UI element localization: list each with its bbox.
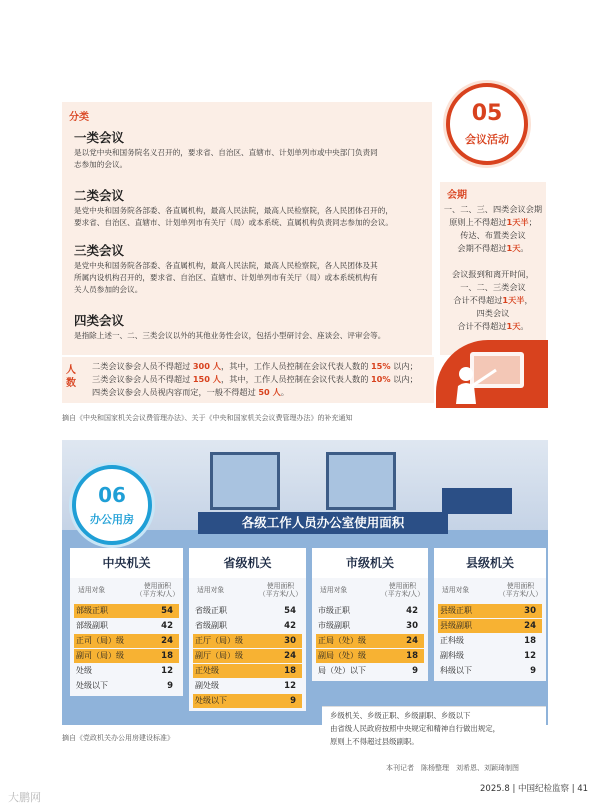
window-illustration [210, 452, 280, 510]
attendee-text: 以内； [390, 374, 418, 384]
period-post: ， [524, 295, 533, 305]
row-label: 副局（处）级 [318, 651, 366, 660]
category-description: 所属内设机构召开的，要求省、自治区、直辖市、计划单列市有关厅（局）或本系统机构有 [74, 273, 378, 282]
attendee-text: 150 人 [192, 374, 221, 384]
note-line: 乡级机关、乡级正职、乡级副职、乡级以下 [330, 711, 471, 720]
row-value: 9 [530, 666, 536, 676]
row-label: 部级正职 [76, 606, 108, 615]
category-description: 志参加的会议。 [74, 160, 128, 169]
row-value: 30 [524, 606, 536, 616]
badge-label: 会议活动 [465, 133, 509, 146]
row-label: 正局（处）级 [318, 636, 366, 645]
row-label: 省级正职 [195, 606, 227, 615]
area-unit: （平方米/人） [135, 590, 179, 598]
period-line [441, 229, 545, 242]
area-row [74, 604, 179, 618]
row-value: 18 [284, 666, 296, 676]
category-description: 是党中央和国务院各部委、各直属机构，最高人民法院，最高人民检察院，各人民团体及其 [74, 261, 378, 270]
attendee-text: 三类会议参会人员不得超过 [92, 374, 193, 384]
row-value: 12 [524, 651, 536, 661]
period-red: 1天 [506, 321, 521, 331]
area-row [316, 634, 424, 648]
period-pre: 会期不得超过 [457, 243, 507, 253]
area-row [193, 649, 302, 663]
attendee-text: 四类会议参会人员视内容而定，一般不得超过 [92, 387, 259, 397]
category-title: 四类会议 [74, 313, 125, 328]
row-label: 市级副职 [318, 621, 350, 630]
period-line [441, 307, 545, 320]
row-label: 处级 [76, 666, 92, 675]
row-value: 24 [524, 621, 536, 631]
row-value: 54 [284, 606, 296, 616]
attendee-text: 300 人 [192, 361, 221, 371]
row-label: 副厅（局）级 [195, 651, 243, 660]
area-row [193, 604, 302, 618]
row-value: 18 [161, 651, 173, 661]
area-row [74, 679, 179, 693]
card-title: 中央机关 [70, 548, 183, 578]
area-row [438, 649, 542, 663]
area-row [193, 634, 302, 648]
row-value: 42 [161, 621, 173, 631]
category-description: 是以党中央和国务院名义召开的，要求省、自治区、直辖市、计划单列市或中央部门负责同 [74, 148, 378, 157]
area-row [316, 604, 424, 618]
area-row [74, 619, 179, 633]
note-line: 原则上不得超过县级副职。 [330, 737, 419, 746]
row-label: 市级正职 [318, 606, 350, 615]
row-value: 12 [284, 681, 296, 691]
office-level-card [189, 548, 306, 711]
period-red: 1天半 [502, 295, 525, 305]
attendee-limit-line [92, 361, 418, 372]
attendee-text: 50 人 [258, 387, 281, 397]
row-value: 9 [412, 666, 418, 676]
area-label: 使用面积 [266, 582, 295, 590]
area-row [193, 679, 302, 693]
row-label: 正科级 [440, 636, 464, 645]
area-label: 使用面积 [143, 582, 172, 590]
row-value: 24 [161, 636, 173, 646]
row-value: 30 [406, 621, 418, 631]
column-header-area [136, 582, 179, 598]
card-title: 市级机关 [312, 548, 428, 578]
attendee-text: 以内； [390, 361, 418, 371]
row-label: 科级以下 [440, 666, 472, 675]
row-value: 12 [161, 666, 173, 676]
period-red: 1天 [506, 243, 521, 253]
meeting-section-badge [446, 83, 528, 165]
category-description: 是党中央和国务院各部委、各直属机构，最高人民法院，最高人民检察院，各人民团体召开的， [74, 206, 393, 215]
badge-label: 办公用房 [90, 513, 134, 526]
column-header-target: 适用对象 [442, 586, 470, 594]
period-post: ； [528, 217, 537, 227]
period-pre: 会议报到和离开时间， [452, 269, 534, 279]
category-title: 二类会议 [74, 188, 125, 203]
meetings-source: 摘自《中央和国家机关会议费管理办法》、关于《中央和国家机关会议费管理办法》的补充通知 [62, 414, 353, 422]
row-label: 副司（局）级 [76, 651, 124, 660]
area-label: 使用面积 [506, 582, 535, 590]
row-label: 正处级 [195, 666, 219, 675]
row-value: 54 [161, 606, 173, 616]
people-label-2: 数 [66, 378, 76, 389]
row-label: 省级副职 [195, 621, 227, 630]
row-value: 18 [406, 651, 418, 661]
card-title: 省级机关 [189, 548, 306, 578]
row-label: 正司（局）级 [76, 636, 124, 645]
row-label: 处级以下 [195, 696, 227, 705]
row-value: 9 [290, 696, 296, 706]
row-label: 处级以下 [76, 681, 108, 690]
credit-line: 本刊记者 陈杨整理 刘希恩、刘颖琦制图 [386, 764, 519, 772]
period-line [441, 294, 545, 307]
attendee-text: 。 [280, 387, 289, 397]
row-label: 部级副职 [76, 621, 108, 630]
office-source: 摘自《党政机关办公用房建设标准》 [62, 734, 174, 742]
area-row [193, 619, 302, 633]
column-header-area [259, 582, 302, 598]
area-unit: （平方米/人） [380, 590, 424, 598]
column-header-target: 适用对象 [197, 586, 225, 594]
row-value: 30 [284, 636, 296, 646]
row-label: 局（处）以下 [318, 666, 366, 675]
column-header-target: 适用对象 [320, 586, 348, 594]
area-row [193, 664, 302, 678]
attendee-text: ，其中，工作人员控制在会议代表人数的 [221, 361, 371, 371]
row-value: 9 [167, 681, 173, 691]
period-pre: 一、二、三类会议 [460, 282, 526, 292]
attendee-text: 二类会议参会人员不得超过 [92, 361, 193, 371]
attendee-limit-line [92, 387, 289, 398]
period-red: 1天半 [506, 217, 529, 227]
desk-illustration [442, 488, 512, 514]
row-label: 副处级 [195, 681, 219, 690]
area-label: 使用面积 [388, 582, 417, 590]
row-value: 42 [284, 621, 296, 631]
row-label: 副科级 [440, 651, 464, 660]
period-tag: 会期 [447, 190, 467, 201]
column-header-target: 适用对象 [78, 586, 106, 594]
period-pre: 传达、布置类会议 [460, 230, 526, 240]
category-description: 是指除上述一、二、三类会议以外的其他业务性会议，包括小型研讨会、座谈会、评审会等。 [74, 331, 386, 340]
period-pre: 四类会议 [476, 308, 510, 318]
area-unit: （平方米/人） [258, 590, 302, 598]
period-line [441, 216, 545, 229]
period-post: 。 [520, 243, 529, 253]
area-row [438, 619, 542, 633]
badge-number: 05 [471, 101, 503, 126]
area-row [438, 634, 542, 648]
column-header-area [499, 582, 542, 598]
row-label: 正厅（局）级 [195, 636, 243, 645]
site-watermark: 大鹏网 [8, 791, 41, 804]
area-row [74, 649, 179, 663]
area-row [316, 649, 424, 663]
note-line: 由省级人民政府按照中央规定和精神自行做出规定， [330, 724, 500, 733]
township-note [322, 706, 546, 754]
row-label: 县级正职 [440, 606, 472, 615]
area-row [74, 634, 179, 648]
attendee-text: ，其中，工作人员控制在会议代表人数的 [221, 374, 371, 384]
period-pre: 合计不得超过 [453, 295, 503, 305]
category-title: 三类会议 [74, 243, 125, 258]
row-value: 24 [284, 651, 296, 661]
people-label-1: 人 [66, 365, 76, 376]
period-line [441, 320, 545, 333]
page-footer: 2025.8 | 中国纪检监察 | 41 [480, 784, 589, 794]
window-illustration [326, 452, 396, 510]
period-post: 。 [520, 321, 529, 331]
office-section-badge [72, 465, 152, 545]
period-pre: 原则上不得超过 [449, 217, 507, 227]
badge-number: 06 [98, 483, 126, 507]
card-title: 县级机关 [434, 548, 546, 578]
office-level-card [70, 548, 183, 696]
category-description: 要求省、自治区、直辖市、计划单列市有关厅（局）或本系统、直属机构负责同志参加的会议。 [74, 218, 393, 227]
period-line [441, 203, 545, 216]
attendee-text: 15% [370, 361, 391, 371]
period-line [441, 281, 545, 294]
area-unit: （平方米/人） [498, 590, 542, 598]
period-pre: 一、二、三、四类会议会期 [443, 204, 543, 214]
attendee-text: 10% [370, 374, 391, 384]
period-line [441, 268, 545, 281]
category-title: 一类会议 [74, 130, 125, 145]
office-area-title: 各级工作人员办公室使用面积 [198, 512, 448, 534]
office-level-card [312, 548, 428, 681]
category-description: 关人员参加的会议。 [74, 285, 143, 294]
area-row [74, 664, 179, 678]
period-pre: 合计不得超过 [457, 321, 507, 331]
area-row [438, 664, 542, 678]
area-row [193, 694, 302, 708]
column-header-area [381, 582, 424, 598]
period-line [441, 242, 545, 255]
row-value: 24 [406, 636, 418, 646]
area-row [438, 604, 542, 618]
area-row [316, 664, 424, 678]
category-tag: 分类 [69, 112, 89, 123]
area-row [316, 619, 424, 633]
office-level-card [434, 548, 546, 681]
row-label: 县级副职 [440, 621, 472, 630]
row-value: 18 [524, 636, 536, 646]
row-value: 42 [406, 606, 418, 616]
attendee-limit-line [92, 374, 418, 385]
